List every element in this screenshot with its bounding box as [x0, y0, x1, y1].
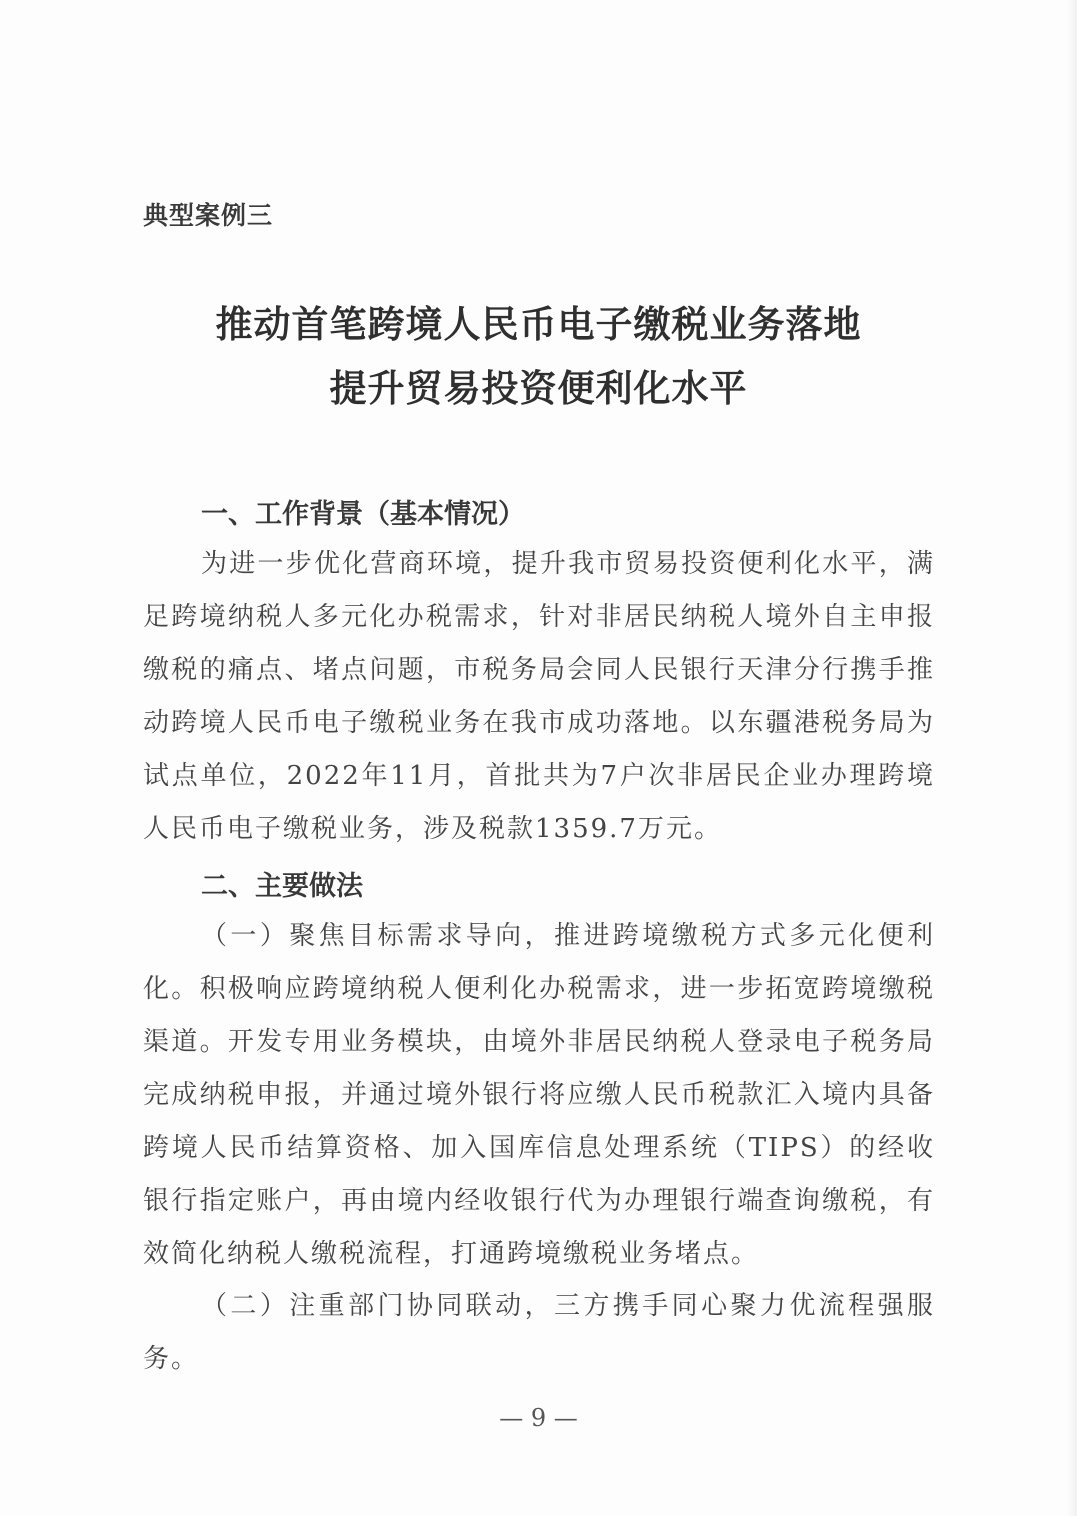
page-number: — 9 —: [499, 1404, 578, 1432]
section-2-paragraph-1: [143, 910, 935, 1281]
title-line-2: 提升贸易投资便利化水平: [329, 366, 748, 410]
page-edge: [1067, 0, 1077, 1516]
section-1-heading: 一、工作背景（基本情况）: [201, 499, 525, 530]
section-2-paragraph-1-text: （一）聚焦目标需求导向，推进跨境缴税方式多元化便利化。积极响应跨境纳税人便利化办税需求，进一步拓宽跨境缴税渠道。开发专用业务模块，由境外非居民纳税人登录电子税务局完成纳税申报，并通过境外银行将应缴人民币税款汇入境内具备跨境人民币结算资格、加入国库信息处理系统（TIPS）的经收银行指定账户，再由境内经收银行代为办理银行端查询缴税，有效简化纳税人缴税流程，打通跨境缴税业务堵点。: [143, 921, 935, 1269]
section-1-paragraph-text: 为进一步优化营商环境，提升我市贸易投资便利化水平，满足跨境纳税人多元化办税需求，针对非居民纳税人境外自主申报缴税的痛点、堵点问题，市税务局会同人民银行天津分行携手推动跨境人民币电子缴税业务在我市成功落地。以东疆港税务局为试点单位，2022年11月，首批共为7户次非居民企业办理跨境人民币电子缴税业务，涉及税款1359.7万元。: [143, 549, 935, 844]
section-2-paragraph-2: [143, 1280, 935, 1386]
section-1-paragraph: [143, 538, 935, 856]
title-line-1: 推动首笔跨境人民币电子缴税业务落地: [215, 302, 862, 346]
section-2-heading: 二、主要做法: [201, 871, 363, 902]
case-label: 典型案例三: [143, 201, 274, 230]
section-2-paragraph-2-text: （二）注重部门协同联动，三方携手同心聚力优流程强服务。: [143, 1291, 935, 1374]
